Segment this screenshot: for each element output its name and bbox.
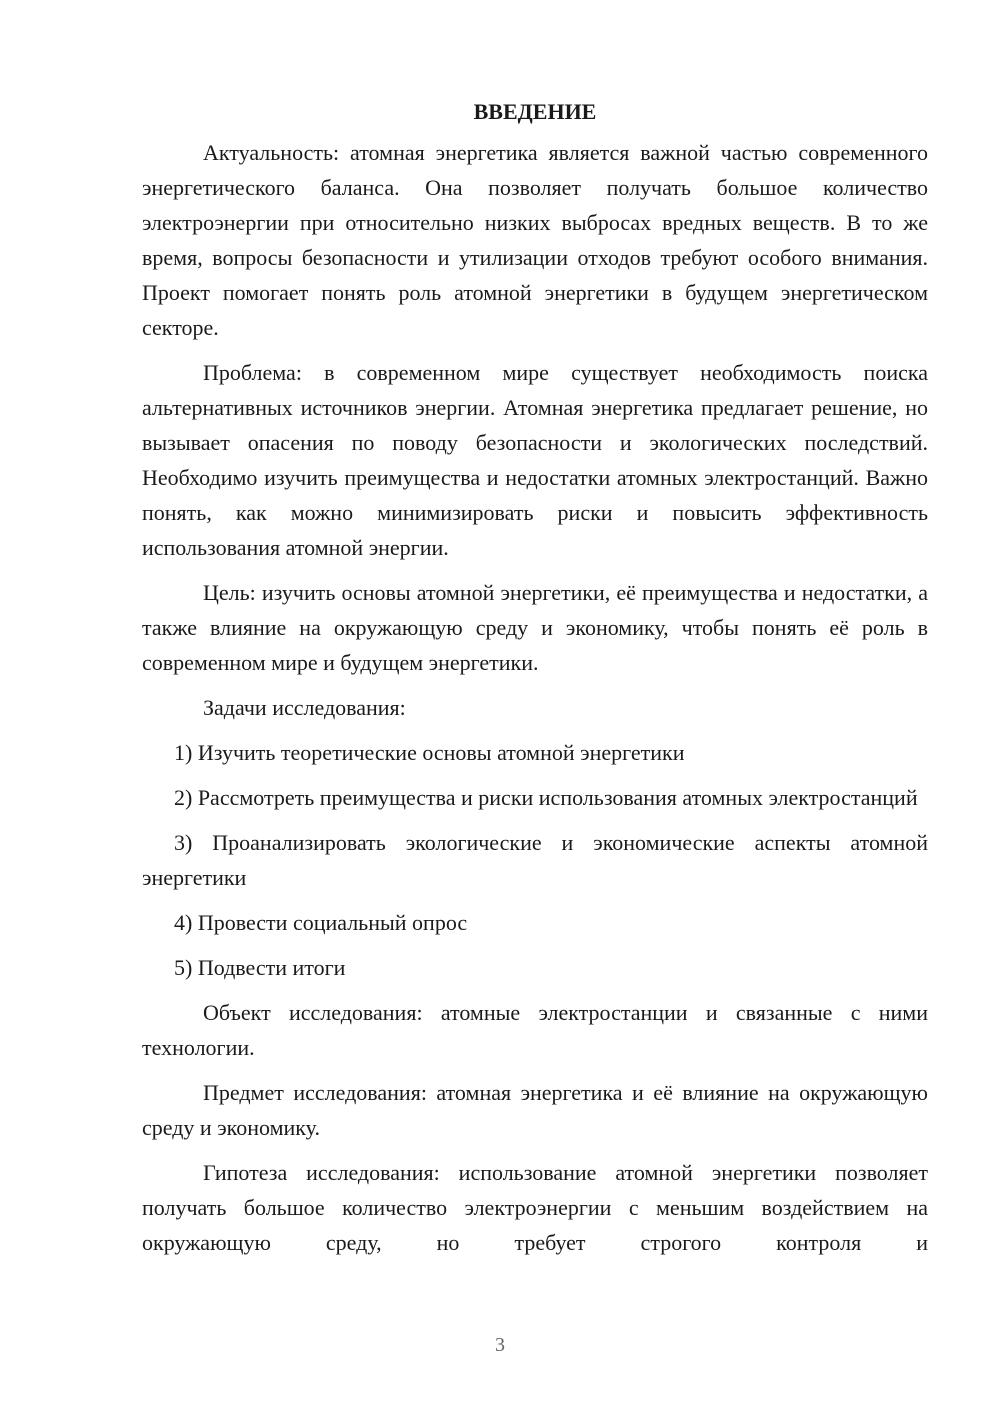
task-item-2: 2) Рассмотреть преимущества и риски использования атомных электростанций — [174, 785, 918, 810]
paragraph-subject: Предмет исследования: атомная энергетика и её влияние на окружающую среду и экономику. — [142, 1080, 928, 1140]
task-item-5: 5) Подвести итоги — [174, 955, 346, 980]
task-item-4: 4) Провести социальный опрос — [174, 910, 468, 935]
section-title: ВВЕДЕНИЕ — [473, 99, 597, 124]
paragraph-hypothesis: Гипотеза исследования: использование атомной энергетики позволяет получать большое количество электроэнергии с меньшим воздействием на окружающую среду, но требует строгого контроля и — [142, 1160, 928, 1255]
paragraph-object: Объект исследования: атомные электростанции и связанные с ними технологии. — [142, 1000, 928, 1060]
task-item-3: 3) Проанализировать экологические и экономические аспекты атомной энергетики — [142, 830, 928, 890]
document-body — [142, 94, 928, 1260]
paragraph-goal: Цель: изучить основы атомной энергетики, её преимущества и недостатки, а также влияние на окружающую среду и экономику, чтобы понять её роль в современном мире и будущем энергетики. — [142, 580, 928, 675]
paragraph-tasks-heading: Задачи исследования: — [203, 695, 406, 720]
page-number: 3 — [495, 1334, 505, 1356]
paragraph-relevance: Актуальность: атомная энергетика является важной частью современного энергетического баланса. Она позволяет получать большое количество электроэнергии при относительно низких выбросах вредных веществ. В то же время, вопросы безопасности и утилизации отходов требуют особого внимания. Проект помогает понять роль атомной энергетики в будущем энергетическом секторе. — [142, 140, 928, 340]
paragraph-problem: Проблема: в современном мире существует необходимость поиска альтернативных источников энергии. Атомная энергетика предлагает решение, но вызывает опасения по поводу безопасности и экологических последствий. Необходимо изучить преимущества и недостатки атомных электростанций. Важно понять, как можно минимизировать риски и повысить эффективность использования атомной энергии. — [142, 360, 928, 560]
task-item-1: 1) Изучить теоретические основы атомной энергетики — [174, 740, 685, 765]
